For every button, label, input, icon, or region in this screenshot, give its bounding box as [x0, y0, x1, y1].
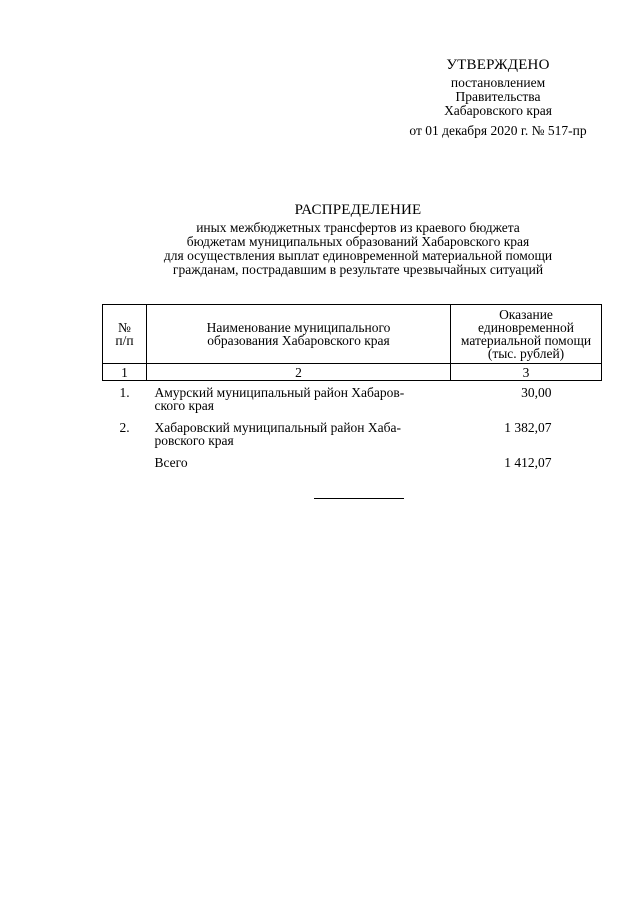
- header-amount: [451, 305, 602, 364]
- document-subtitle-line-3: для осуществления выплат единовременной материальной помощи: [163, 248, 553, 263]
- table-row: [103, 416, 602, 451]
- column-number-3: 3: [451, 364, 602, 381]
- header-number: [103, 305, 147, 364]
- approval-line-2: Правительства: [455, 89, 541, 104]
- row-municipality: Амурский муниципальный район Хабаров- ского края: [154, 385, 405, 413]
- distribution-table: [102, 304, 602, 473]
- header-municipality-label: Наименование муниципального образования Хабаровского края: [206, 320, 391, 348]
- total-label: Всего: [154, 455, 188, 470]
- table-total-row: [103, 451, 602, 473]
- header-municipality: [147, 305, 451, 364]
- approval-line-1: постановлением: [450, 75, 546, 90]
- total-number-cell: [103, 451, 147, 473]
- approval-block: [388, 58, 608, 138]
- document-subtitle-line-2: бюджетам муниципальных образований Хабаровского края: [186, 234, 530, 249]
- row-number: 1.: [119, 385, 130, 400]
- document-end-line: [314, 498, 404, 499]
- distribution-table-wrapper: [102, 304, 602, 473]
- column-number-2: 2: [147, 364, 451, 381]
- row-amount: 1 382,07: [504, 420, 552, 435]
- row-amount: 30,00: [521, 385, 552, 400]
- table-header-row: [103, 305, 602, 364]
- document-title: РАСПРЕДЕЛЕНИЕ: [294, 202, 422, 218]
- document-title-block: [88, 202, 628, 277]
- approval-date-line: от 01 декабря 2020 г. № 517-пр: [409, 123, 587, 138]
- approval-line-3: Хабаровского края: [444, 103, 552, 118]
- header-number-label: № п/п: [115, 320, 134, 348]
- column-number-1: 1: [103, 364, 147, 381]
- table-column-number-row: [103, 364, 602, 381]
- document-subtitle-line-1: иных межбюджетных трансфертов из краевого бюджета: [196, 220, 520, 235]
- total-amount: 1 412,07: [504, 455, 552, 470]
- document-subtitle-line-4: гражданам, пострадавшим в результате чрезвычайных ситуаций: [172, 262, 544, 277]
- approval-heading: УТВЕРЖДЕНО: [446, 57, 550, 73]
- table-row: [103, 381, 602, 417]
- header-amount-label: Оказание единовременной материальной помощи (тыс. рублей): [460, 307, 592, 361]
- row-municipality: Хабаровский муниципальный район Хаба- ровского края: [154, 420, 402, 448]
- row-number: 2.: [119, 420, 130, 435]
